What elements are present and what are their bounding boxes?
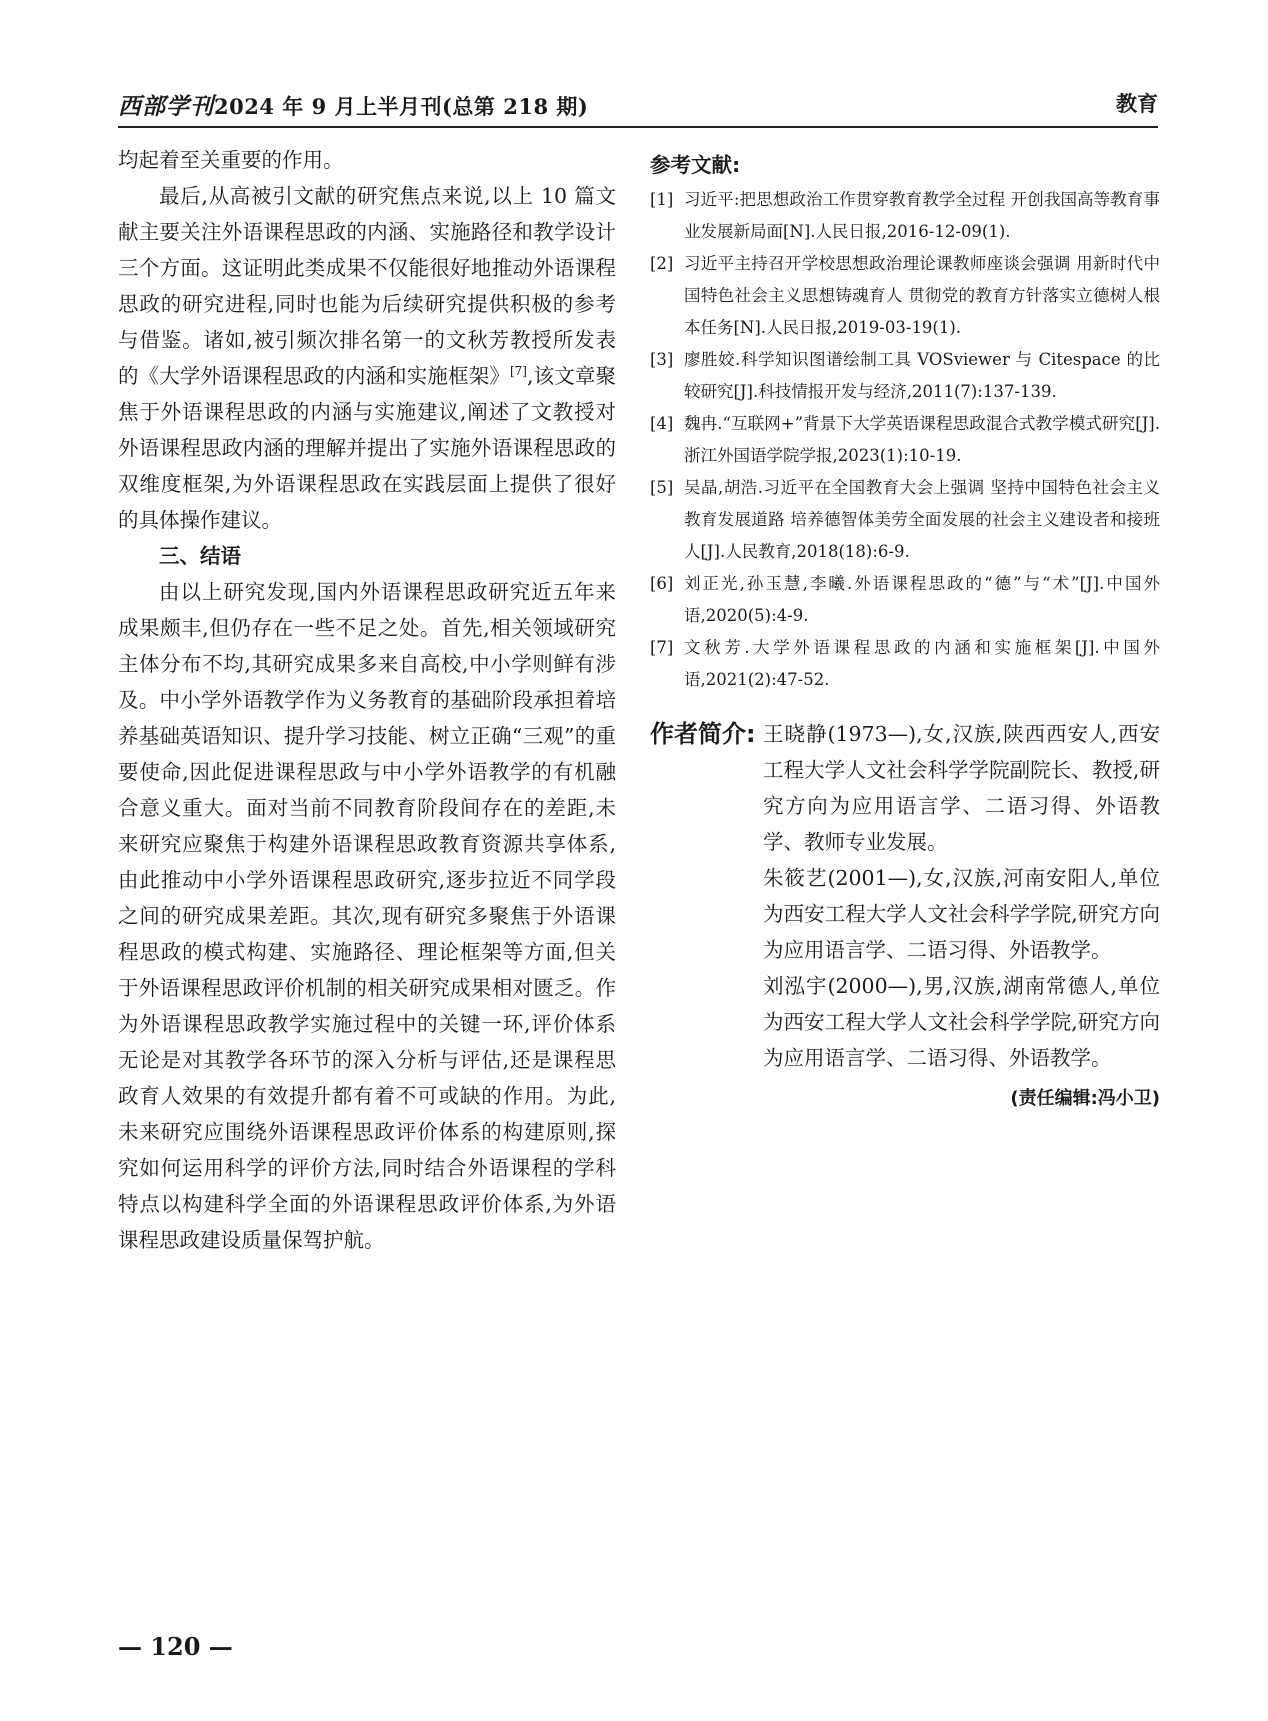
reference-item xyxy=(650,248,1160,344)
right-column xyxy=(650,142,1160,1110)
body-paragraph: 由以上研究发现,国内外语课程思政研究近五年来成果颇丰,但仍存在一些不足之处。首先,相关领域研究主体分布不均,其研究成果多来自高校,中小学则鲜有涉及。中小学外语教学作为义务教育的基础阶段承担着培养基础英语知识、提升学习技能、树立正确“三观”的重要使命,因此促进课程思政与中小学外语教学的有机融合意义重大。面对当前不同教育阶段间存在的差距,未来研究应聚焦于构建外语课程思政教育资源共享体系,由此推动中小学外语课程思政研究,逐步拉近不同学段之间的研究成果差距。其次,现有研究多聚焦于外语课程思政的模式构建、实施路径、理论框架等方面,但关于外语课程思政评价机制的相关研究成果相对匮乏。作为外语课程思政教学实施过程中的关键一环,评价体系无论是对其教学各环节的深入分析与评估,还是课程思政育人效果的有效提升都有着不可或缺的作用。为此,未来研究应围绕外语课程思政评价体系的构建原则,探究如何运用科学的评价方法,同时结合外语课程的学科特点以构建科学全面的外语课程思政评价体系,为外语课程思政建设质量保驾护航。 xyxy=(118,580,616,1252)
reference-text: 习近平主持召开学校思想政治理论课教师座谈会强调 用新时代中国特色社会主义思想铸魂育人 贯彻党的教育方针落实立德树人根本任务[N].人民日报,2019-03-19(1). xyxy=(684,254,1160,337)
page-number: — 120 — xyxy=(118,1632,233,1661)
author-bio: 朱筱艺(2001—),女,汉族,河南安阳人,单位为西安工程大学人文社会科学学院,研究方向为应用语言学、二语习得、外语教学。 xyxy=(763,866,1160,962)
journal-logo: 西部学刊 xyxy=(118,93,214,120)
reference-item xyxy=(650,344,1160,408)
reference-number: [6] xyxy=(650,574,674,593)
reference-number: [7] xyxy=(650,638,674,657)
reference-item xyxy=(650,472,1160,568)
section-name: 教育 xyxy=(1116,92,1158,116)
issue-info: 2024 年 9 月上半月刊(总第 218 期) xyxy=(214,94,589,119)
reference-number: [2] xyxy=(650,254,674,273)
header-divider xyxy=(118,126,1158,128)
reference-list xyxy=(650,184,1160,696)
author-intro-label: 作者简介: xyxy=(650,720,756,748)
reference-number: [4] xyxy=(650,414,674,433)
reference-text: 吴晶,胡浩.习近平在全国教育大会上强调 坚持中国特色社会主义教育发展道路 培养德智体美劳全面发展的社会主义建设者和接班人[J].人民教育,2018(18):6-9. xyxy=(684,478,1160,561)
paragraph-text: 最后,从高被引文献的研究焦点来说,以上 10 篇文献主要关注外语课程思政的内涵、实施路径和教学设计三个方面。这证明此类成果不仅能很好地推动外语课程思政的研究进程,同时也能为后续研究提供积极的参考与借鉴。诸如,被引频次排名第一的文秋芳教授所发表的《大学外语课程思政的内涵和实施框架》 xyxy=(118,184,616,388)
body-paragraph: 均起着至关重要的作用。 xyxy=(118,148,344,172)
reference-text: 廖胜姣.科学知识图谱绘制工具 VOSviewer 与 Citespace 的比较研究[J].科技情报开发与经济,2011(7):137-139. xyxy=(684,350,1160,401)
reference-text: 魏冉.“互联网+”背景下大学英语课程思政混合式教学模式研究[J].浙江外国语学院学报,2023(1):10-19. xyxy=(684,414,1160,465)
author-bio: 刘泓宇(2000—),男,汉族,湖南常德人,单位为西安工程大学人文社会科学学院,研究方向为应用语言学、二语习得、外语教学。 xyxy=(763,974,1160,1070)
left-column xyxy=(118,142,616,1258)
reference-item xyxy=(650,408,1160,472)
references-heading: 参考文献: xyxy=(650,153,741,177)
reference-text: 文秋芳.大学外语课程思政的内涵和实施框架[J].中国外语,2021(2):47-52. xyxy=(684,638,1160,689)
author-intro-body xyxy=(763,716,1160,1076)
reference-number: [1] xyxy=(650,190,674,209)
citation-superscript: [7] xyxy=(509,364,527,379)
reference-text: 刘正光,孙玉慧,李曦.外语课程思政的“德”与“术”[J].中国外语,2020(5):4-9. xyxy=(684,574,1160,625)
reference-item xyxy=(650,184,1160,248)
author-intro xyxy=(650,716,1160,1110)
responsible-editor: (责任编辑:冯小卫) xyxy=(1010,1088,1160,1109)
page-header xyxy=(118,88,1158,124)
reference-number: [5] xyxy=(650,478,674,497)
reference-item xyxy=(650,568,1160,632)
reference-text: 习近平:把思想政治工作贯穿教育教学全过程 开创我国高等教育事业发展新局面[N].人民日报,2016-12-09(1). xyxy=(684,190,1160,241)
journal-title xyxy=(118,88,588,121)
reference-item xyxy=(650,632,1160,696)
reference-number: [3] xyxy=(650,350,674,369)
author-bio: 王晓静(1973—),女,汉族,陕西西安人,西安工程大学人文社会科学学院副院长、教授,研究方向为应用语言学、二语习得、外语教学、教师专业发展。 xyxy=(763,722,1160,854)
body-paragraph xyxy=(118,178,616,538)
section-heading: 三、结语 xyxy=(159,544,241,568)
paragraph-text: ,该文章聚焦于外语课程思政的内涵与实施建议,阐述了文教授对外语课程思政内涵的理解并提出了实施外语课程思政的双维度框架,为外语课程思政在实践层面上提供了很好的具体操作建议。 xyxy=(118,364,616,532)
